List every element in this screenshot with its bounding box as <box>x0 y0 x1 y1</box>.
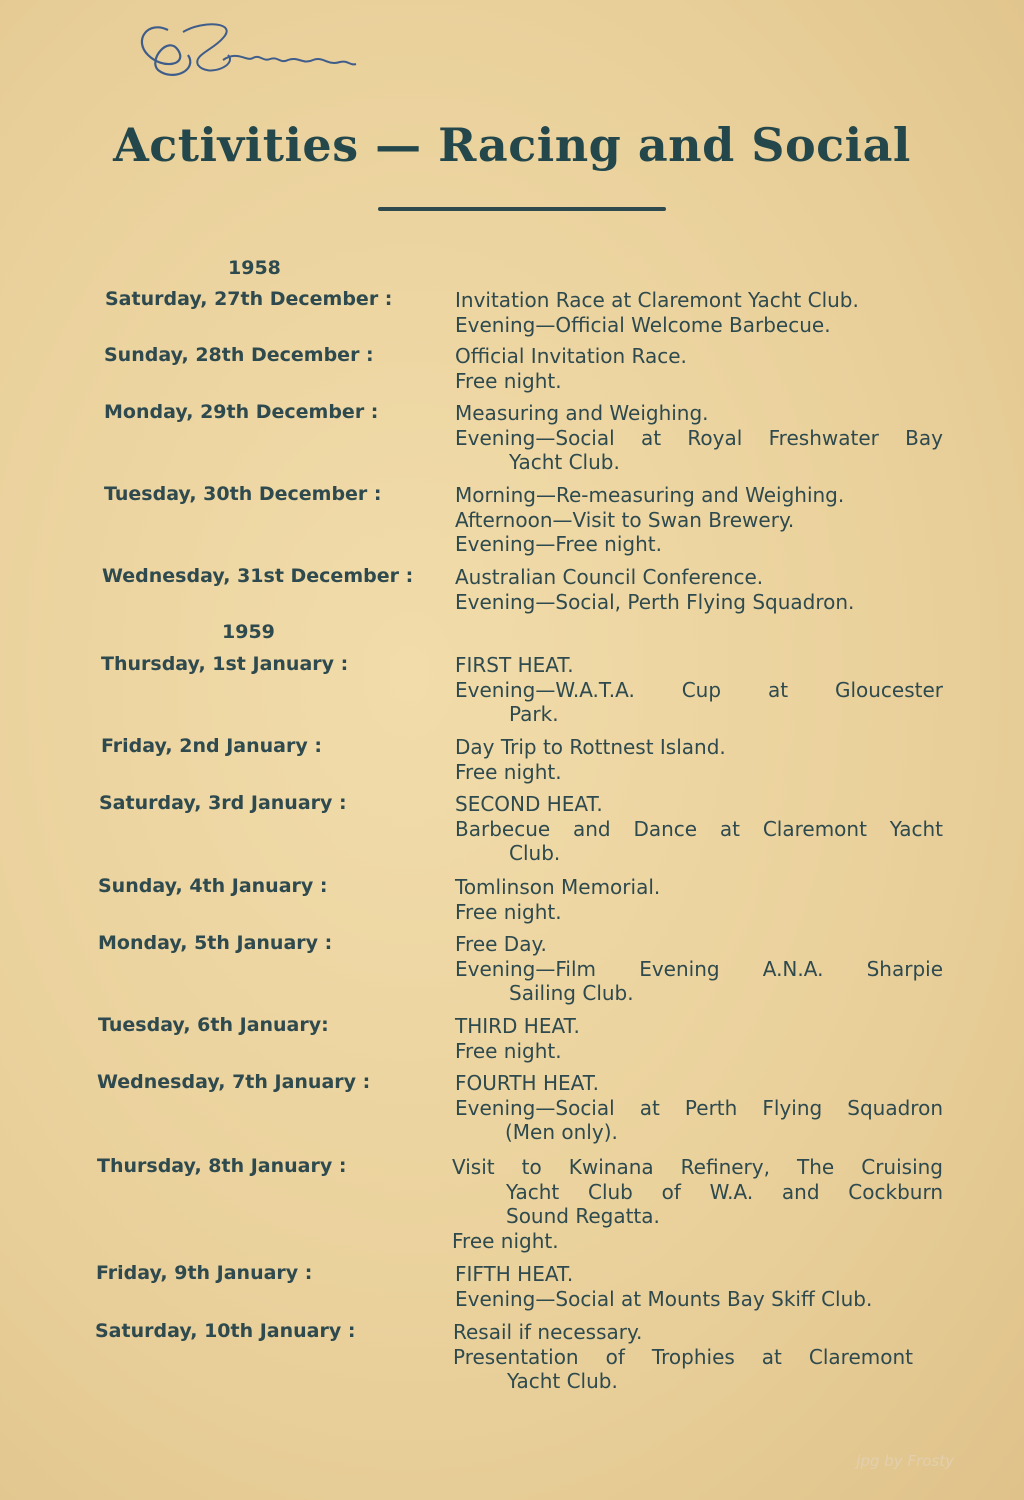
activity-line: Free night. <box>455 368 562 393</box>
activity-block <box>455 792 943 866</box>
activity-line: Day Trip to Rottnest Island. <box>455 735 726 759</box>
activity-line: Sailing Club. <box>509 981 634 1005</box>
day-label: Wednesday, 31st December : <box>102 565 414 587</box>
activity-line: Evening—Official Welcome Barbecue. <box>455 312 831 337</box>
activity-line: FOURTH HEAT. <box>455 1071 599 1095</box>
activity-line: Evening—Film Evening A.N.A. Sharpie <box>455 956 943 981</box>
activity-block <box>453 1320 913 1394</box>
activity-line: Evening—W.A.T.A. Cup at Gloucester <box>455 677 943 702</box>
activity-line: Invitation Race at Claremont Yacht Club. <box>455 288 859 312</box>
handwritten-signature <box>128 10 368 90</box>
activity-line: Sound Regatta. <box>506 1204 660 1228</box>
activity-block <box>452 1155 943 1253</box>
activity-block <box>455 1262 943 1311</box>
activity-line: Visit to Kwinana Refinery, The Cruising <box>452 1155 943 1179</box>
activity-line: Free Day. <box>455 932 547 956</box>
activity-block <box>455 1071 943 1145</box>
photo-credit-watermark: jpg by Frosty <box>856 1452 954 1470</box>
title-underline-rule <box>378 207 666 211</box>
activity-block <box>455 344 943 393</box>
day-label: Tuesday, 30th December : <box>104 483 382 505</box>
activity-block <box>455 875 943 924</box>
year-heading-1958: 1958 <box>228 257 281 279</box>
day-label: Saturday, 10th January : <box>95 1320 356 1342</box>
activity-line: THIRD HEAT. <box>455 1014 580 1038</box>
activity-block <box>455 401 943 475</box>
activity-block <box>455 288 943 337</box>
activity-line: FIRST HEAT. <box>455 653 574 677</box>
activity-line: SECOND HEAT. <box>455 792 603 816</box>
page-title: Activities — Racing and Social <box>113 118 911 172</box>
activity-line: Free night. <box>452 1228 559 1253</box>
activity-line: Evening—Social, Perth Flying Squadron. <box>455 589 855 614</box>
activity-line: Resail if necessary. <box>453 1320 643 1344</box>
day-label: Friday, 9th January : <box>96 1262 313 1284</box>
activity-block <box>455 483 943 557</box>
activity-block <box>455 932 943 1006</box>
day-label: Friday, 2nd January : <box>101 735 322 757</box>
activity-line: Evening—Social at Mounts Bay Skiff Club. <box>455 1286 873 1311</box>
activity-line: Australian Council Conference. <box>455 565 764 589</box>
day-label: Monday, 29th December : <box>104 401 379 423</box>
day-label: Wednesday, 7th January : <box>97 1071 371 1093</box>
day-label: Monday, 5th January : <box>98 932 333 954</box>
activity-block <box>455 565 943 614</box>
activity-line: Yacht Club of W.A. and Cockburn <box>506 1179 943 1204</box>
activity-block <box>455 1014 943 1063</box>
activity-line: Presentation of Trophies at Claremont <box>453 1344 913 1369</box>
activity-line: Evening—Social at Royal Freshwater Bay <box>455 425 943 450</box>
activity-line: Morning—Re-measuring and Weighing. <box>455 483 845 507</box>
activity-line: Club. <box>509 841 561 865</box>
activity-line: Yacht Club. <box>509 450 620 474</box>
activity-line: Official Invitation Race. <box>455 344 687 368</box>
year-heading-1959: 1959 <box>222 621 275 643</box>
activity-line: Measuring and Weighing. <box>455 401 709 425</box>
activity-line: Barbecue and Dance at Claremont Yacht <box>455 816 943 841</box>
day-label: Sunday, 28th December : <box>104 344 374 366</box>
activity-line: Free night. <box>455 759 562 784</box>
day-label: Tuesday, 6th January: <box>98 1014 329 1036</box>
activity-line: Free night. <box>455 1038 562 1063</box>
activity-line: Yacht Club. <box>507 1369 618 1393</box>
activity-block <box>455 653 943 727</box>
activity-line: Tomlinson Memorial. <box>455 875 661 899</box>
day-label: Sunday, 4th January : <box>98 875 328 897</box>
activity-line: Park. <box>509 702 559 726</box>
activity-block <box>455 735 943 784</box>
day-label: Saturday, 3rd January : <box>99 792 347 814</box>
day-label: Thursday, 8th January : <box>97 1155 347 1177</box>
day-label: Thursday, 1st January : <box>101 653 349 675</box>
activity-line: FIFTH HEAT. <box>455 1262 574 1286</box>
activity-line: Evening—Social at Perth Flying Squadron <box>455 1095 943 1120</box>
day-label: Saturday, 27th December : <box>105 288 393 310</box>
activity-line: Evening—Free night. <box>455 532 662 556</box>
activity-line: (Men only). <box>505 1120 618 1144</box>
activity-line: Free night. <box>455 899 562 924</box>
activity-line: Afternoon—Visit to Swan Brewery. <box>455 507 795 532</box>
